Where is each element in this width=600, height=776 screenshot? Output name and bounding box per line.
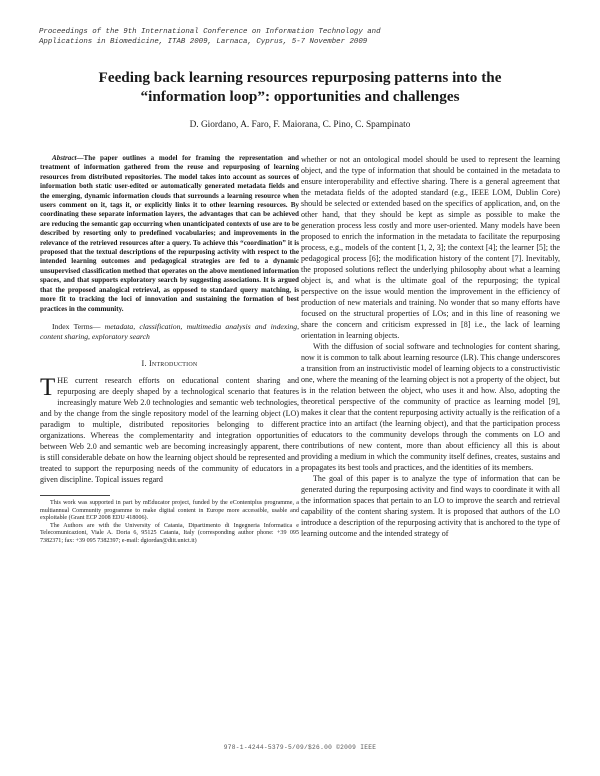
author-list: D. Giordano, A. Faro, F. Maiorana, C. Pino, C. Spampinato — [189, 120, 411, 130]
body-paragraph-3: The goal of this paper is to analyze the type of information that can be generated during the repurposing activity and find ways to coordinate it with all the information spaces that pertain to an LO to improve the search and retrieval capability of the content sharing system. It is proposed that authors of the LO introduce a description of the repurposing activity that is anchored to the type of learning outcome and the intended strategy of — [301, 474, 560, 538]
left-column — [40, 154, 299, 545]
body-paragraph-2: With the diffusion of social software and technologies for content sharing, now it is common to talk about learning resource (LR). This change underscores a transition from an instructivistic model of learning objects to a constructivistic one, where the meaning of the learning object is not a property of the object, but is in the relation between the object, who uses it and how. Also, adopting the theoretical perspective of the community of practice as learning model [9], makes it clear that the content repurposing activity actually is the reification of a practice into an artifact (the learning object), and that the participation process of educators to the community develops through the comments on LO and contributions of new content, more than about efficiency all this is about providing a medium in which the community itself defines, creates, sustains and propagates its best tools and practices, and the identities of its members. — [301, 342, 560, 472]
footnote-affiliation: The Authors are with the University of Catania, Dipartimento di Ingegneria Informatica e Telecomunicazioni, Viale A. Doria 6, 95125 Catania, Italy (corresponding author phone: +39 095 7382371; fax: +39 095 7382397; e-mail: dgiordan@diit.unict.it) — [40, 522, 299, 544]
footnote-rule — [40, 495, 110, 496]
index-terms — [40, 322, 299, 342]
section-number: I. — [141, 358, 147, 368]
footnote-funding: This work was supported in part by mEducator project, funded by the eContentplus programme, a multiannual Community programme to make digital content in Europe more accessible, usable and exploitable (Grant ECP 2008 EDU 418006). — [40, 499, 299, 522]
abstract-label: Abstract — [52, 154, 77, 162]
abstract-text: —The paper outlines a model for framing the representation and treatment of information gathered from the reuse and repurposing of learning resources from distributed repositories. The model takes into account as sources of information both static user-edited or automatically generated metadata fields and the emerging, dynamic information clouds that surrounds a learning resource when users comment on it, tags it, or explicitly links it to other learning resources. By coordinating these separate information layers, the advantages that can be achieved are reducing the semantic gap occurring when unanticipated contexts of use are to be described by resorting only to predefined vocabularies; and improvements in the relevance of the retrieved resources after a query. To achieve this “coordination” it is proposed that the textual descriptions of the repurposing activity with respect to the intended learning outcomes and pedagogical strategies are fed to a dynamic unsupervised classification method that operates on the above mentioned information spaces, and that supports exploratory search by suggesting associations. It is argued that the proposed analogical retrieval, as opposed to standard query matching, is more fit to tracking the loci of innovation and sustaining the formation of best practices in the community. — [40, 154, 299, 313]
intro-paragraph-text: HE current research efforts on educational content sharing and repurposing are deeply shaped by a technological scenario that features increasingly mature Web 2.0 technologies and semantic web technologies, and by the change from the single repository model of the learning object (LO) paradigm to multiple, distributed repositories belonging to different organizations. Whereas the complementarity and integration opportunities between Web 2.0 and semantic web are becoming increasingly apparent, there is still considerable debate on how the learning object should be represented and treated to support the repurposing needs of the community of educators in a given discipline. Topical issues regard — [40, 375, 299, 484]
section-heading-introduction — [40, 358, 299, 369]
index-terms-label: Index Terms— — [52, 321, 101, 331]
running-head-line-1: Proceedings of the 9th International Conference on Information Technology and — [39, 28, 381, 36]
running-head — [39, 28, 439, 47]
right-column — [301, 154, 560, 539]
document-identifier: 978-1-4244-5379-5/09/$26.00 ©2009 IEEE — [223, 744, 377, 751]
running-head-line-2: Applications in Biomedicine, ITAB 2009, Larnaca, Cyprus, 5-7 November 2009 — [39, 37, 368, 46]
abstract — [40, 154, 299, 314]
body-paragraph-1: whether or not an ontological model should be used to represent the learning object, and the type of information that should be contained in the metadata to ensure interoperability and effective sharing. There is a general agreement that the metadata fields of the adopted standard (e.g., IEEE LOM, Dublin Core) should be selected or extended based on the specifics of application, and, on the other hand, that they should be kept as simple as possible to make the generation process less costly and more user-oriented. Many models have been proposed to enrich the information in the metadata to facilitate the repurposing process, e.g., models of the content [1, 2, 3]; the context [4]; the learner [5]; the pedagogical process [6]; the modification history of the content [7]. Inevitably, the proposed solutions reflect the underlying philosophy about what a learning object is, and what is the ultimate goal of the repurposing; the typical perspective on the issue would mention the improvement in the efficiency of production of new materials and training. No wonder that so many efforts have focused on the structural properties of LOs; and in this line of reasoning we share the concern and criticism expressed in [8] i.e., the lack of learning orientation in learning objects. — [301, 155, 560, 340]
intro-paragraph — [40, 375, 299, 485]
paper-title-line-1: Feeding back learning resources repurposing patterns into the — [98, 69, 502, 86]
paper-title — [40, 68, 560, 106]
section-title: Introduction — [148, 358, 198, 368]
paper-title-line-2: “information loop”: opportunities and challenges — [140, 88, 460, 105]
drop-cap: T — [40, 373, 56, 401]
index-terms-list: metadata, classification, multimedia analysis and indexing, content sharing, exploratory search — [40, 321, 300, 341]
